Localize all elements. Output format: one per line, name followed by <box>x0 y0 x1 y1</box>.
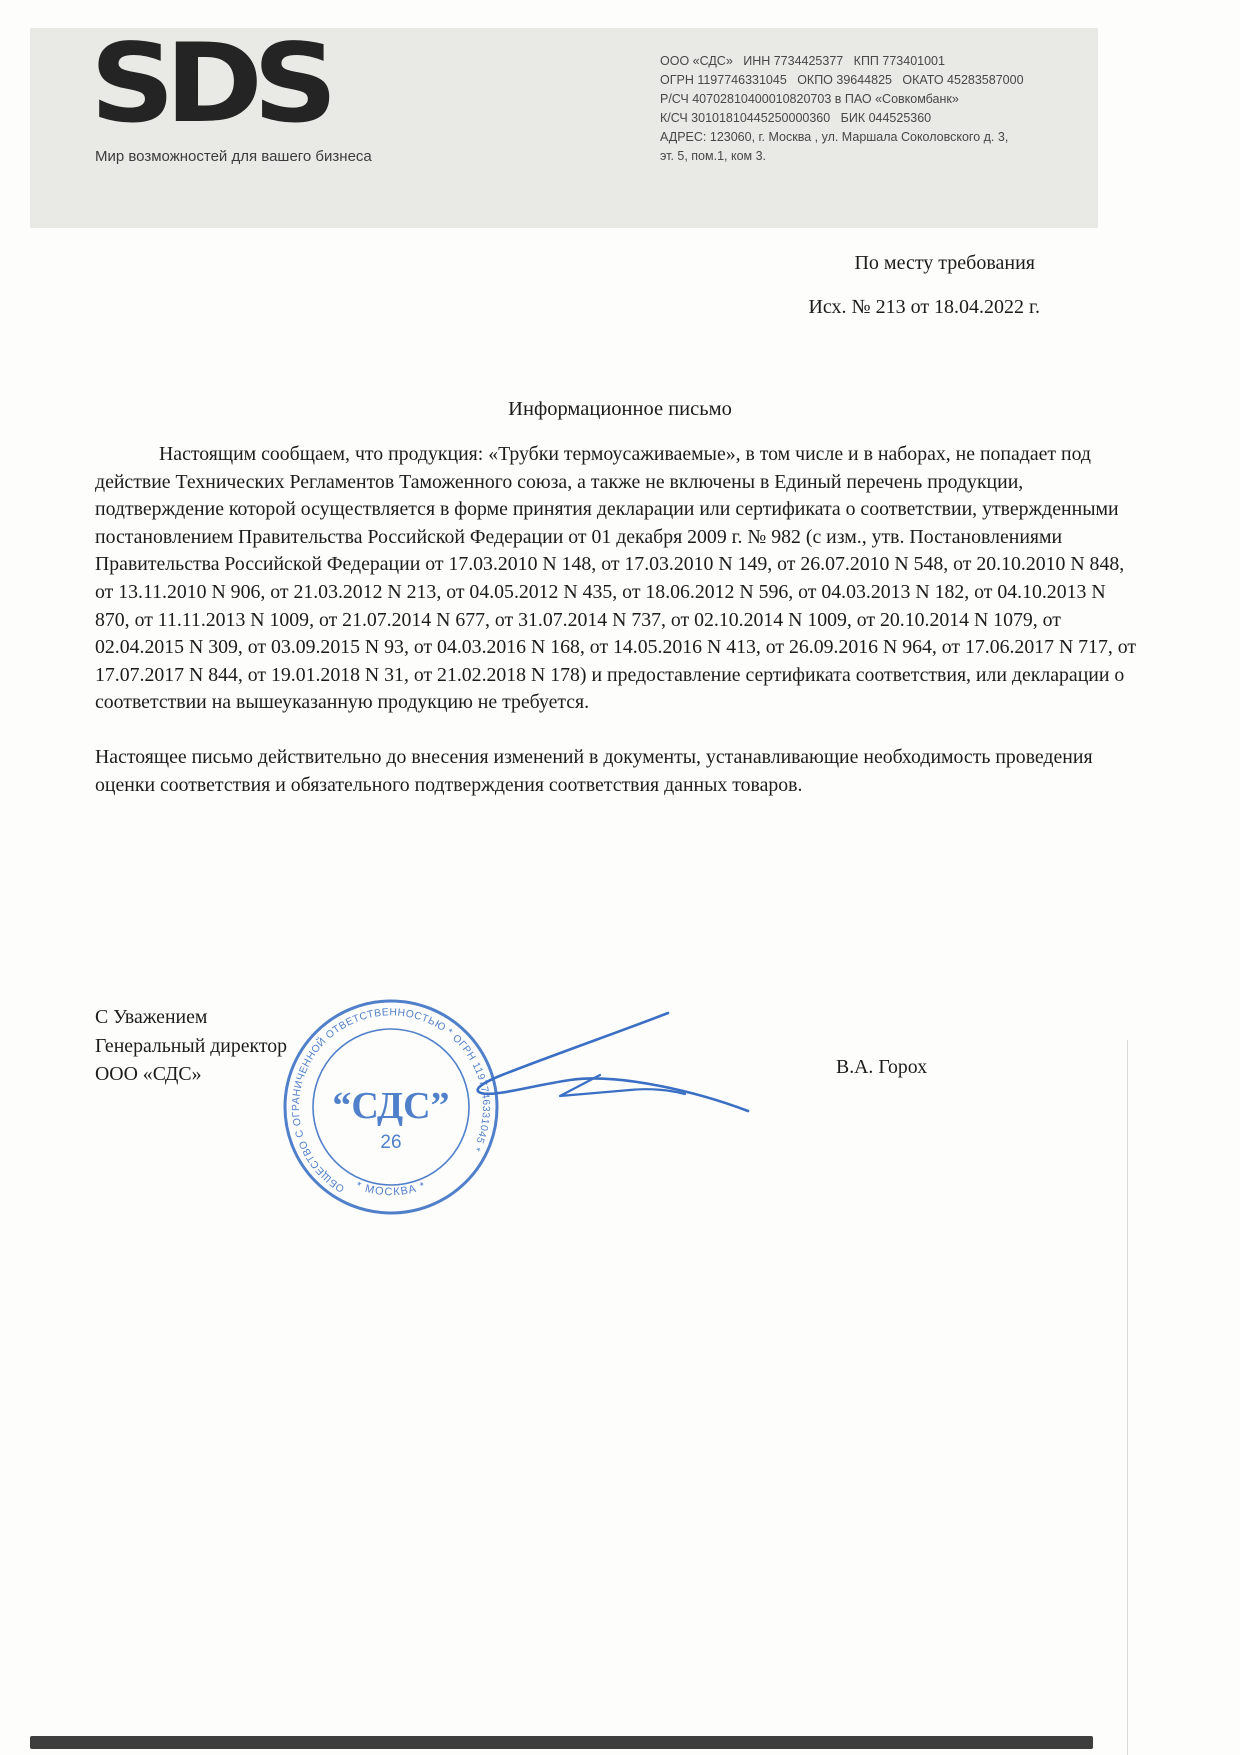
letter-title: Информационное письмо <box>508 398 732 420</box>
detail-line: эт. 5, пом.1, ком 3. <box>660 149 767 163</box>
detail-line: Р/СЧ 40702810400010820703 в ПАО «Совкомбанк» <box>660 92 959 106</box>
letter-body <box>95 441 1141 799</box>
detail-line: АДРЕС: 123060, г. Москва , ул. Маршала Соколовского д. 3, <box>660 130 1009 144</box>
company-stamp <box>276 992 506 1222</box>
stamp-center-text: “СДС” <box>332 1085 450 1127</box>
stamp-ring-text: ОБЩЕСТВО С ОГРАНИЧЕННОЙ ОТВЕТСТВЕННОСТЬЮ * ОГРН 1197746331045 * <box>290 1007 492 1194</box>
company-details <box>660 52 1024 166</box>
detail-line: ОГРН 1197746331045 ОКПО 39644825 ОКАТО 45283587000 <box>660 73 1024 87</box>
body-paragraph-1: Настоящим сообщаем, что продукция: «Трубки термоусаживаемые», в том числе и в наборах, не попадает под действие Технических Регламентов Таможенного союза, а также не включены в Единый перечень продукции, подтверждение которой осуществляется в форме принятия декларации или сертификата о соответствии, утвержденными постановлением Правительства Российской Федерации от 01 декабря 2009 г. № 982 (с изм., утв. Постановлениями Правительства Российской Федерации от 17.03.2010 N 148, от 17.03.2010 N 149, от 26.07.2010 N 548, от 20.10.2010 N 848, от 13.11.2010 N 906, от 21.03.2012 N 213, от 04.05.2012 N 435, от 18.06.2012 N 596, от 04.03.2013 N 182, от 04.10.2013 N 870, от 11.11.2013 N 1009, от 21.07.2014 N 677, от 31.07.2014 N 737, от 02.10.2014 N 1009, от 20.10.2014 N 1079, от 02.04.2015 N 309, от 03.09.2015 N 93, от 04.03.2016 N 168, от 14.05.2016 N 413, от 26.09.2016 N 964, от 17.06.2017 N 717, от 17.07.2017 N 844, от 19.01.2018 N 31, от 21.02.2018 N 178) и предоставление сертификата соответствия, или декларации о соответствии на вышеуказанную продукцию не требуется. <box>95 443 1137 714</box>
signature-stroke-flourish <box>560 1075 685 1096</box>
stamp-svg <box>276 992 506 1222</box>
detail-line: ООО «СДС» ИНН 7734425377 КПП 773401001 <box>660 54 945 68</box>
recipient-line: По месту требования <box>854 252 1035 274</box>
scan-edge-artifact <box>1127 1040 1128 1755</box>
signature-block <box>95 1003 287 1089</box>
detail-line: К/СЧ 30101810445250000360 БИК 044525360 <box>660 111 932 125</box>
closing-line: С Уважением <box>95 1006 208 1028</box>
ref-number-line: Исх. № 213 от 18.04.2022 г. <box>808 296 1040 318</box>
stamp-number: 26 <box>380 1132 402 1153</box>
stamp-bottom-text: * МОСКВА * <box>354 1179 428 1199</box>
footer-bar <box>30 1736 1093 1749</box>
company-line: ООО «СДС» <box>95 1063 202 1085</box>
signature-stroke-main <box>478 1013 748 1111</box>
logo-tagline: Мир возможностей для вашего бизнеса <box>95 148 372 165</box>
signatory-name: В.А. Горох <box>836 1056 928 1078</box>
company-logo: SDS <box>90 20 328 147</box>
position-line: Генеральный директор <box>95 1034 288 1057</box>
body-paragraph-2: Настоящее письмо действительно до внесения изменений в документы, устанавливающие необходимость проведения оценки соответствия и обязательного подтверждения соответствия данных товаров. <box>95 745 1093 796</box>
